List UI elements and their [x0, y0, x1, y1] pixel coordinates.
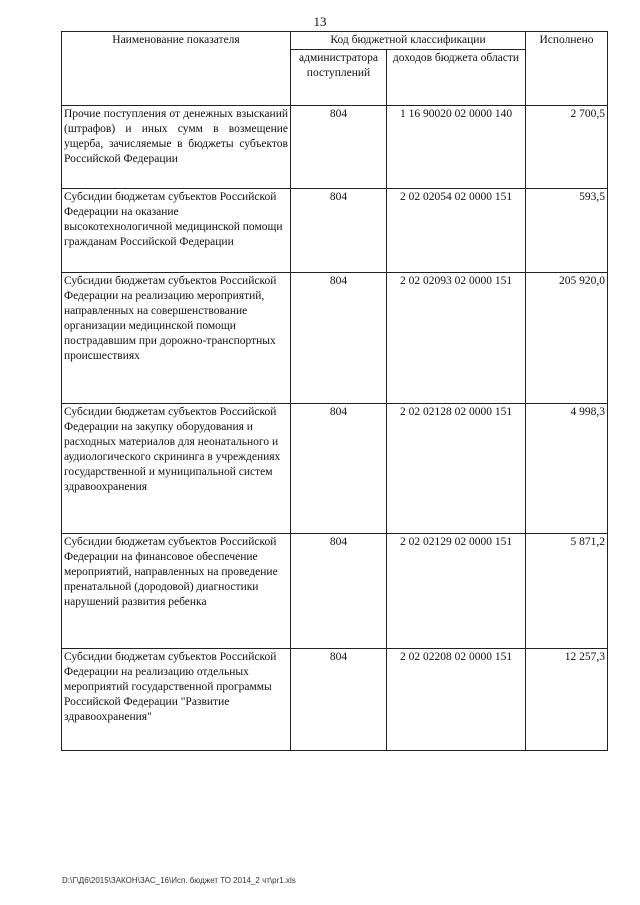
- header-budget-classification-code: Код бюджетной классификации: [291, 32, 526, 50]
- table-row: [62, 404, 608, 534]
- row-income-code: 2 02 02129 02 0000 151: [387, 534, 526, 649]
- row-indicator-name: Прочие поступления от денежных взысканий (штрафов) и иных сумм в возмещение ущерба, зачисляемые в бюджеты субъектов Российской Федерации: [62, 106, 291, 189]
- page-number: 13: [313, 14, 327, 29]
- header-row-top: [62, 32, 608, 50]
- row-indicator-name: Субсидии бюджетам субъектов Российской Федерации на финансовое обеспечение мероприятий, направленных на проведение пренатальной (дородовой) диагностики нарушений развития ребенка: [62, 534, 291, 649]
- table-row: [62, 649, 608, 751]
- row-admin-code: 804: [291, 649, 387, 751]
- header-regional-budget-income: доходов бюджета области: [387, 50, 526, 106]
- footer-file-path: D:\Г\Д6\2015\ЗАКОН\ЗАС_16\Исп. бюджет ТО 2014_2 чт\pr1.xls: [62, 876, 296, 885]
- table-row: [62, 189, 608, 273]
- row-admin-code: 804: [291, 106, 387, 189]
- row-executed-amount: 5 871,2: [526, 534, 608, 649]
- row-executed-amount: 4 998,3: [526, 404, 608, 534]
- row-executed-amount: 12 257,3: [526, 649, 608, 751]
- table-row: [62, 534, 608, 649]
- budget-table: [61, 31, 608, 751]
- row-income-code: 2 02 02128 02 0000 151: [387, 404, 526, 534]
- row-executed-amount: 205 920,0: [526, 273, 608, 404]
- row-income-code: 2 02 02093 02 0000 151: [387, 273, 526, 404]
- header-executed: Исполнено: [526, 32, 608, 106]
- row-indicator-name: Субсидии бюджетам субъектов Российской Федерации на закупку оборудования и расходных материалов для неонатального и аудиологического скрининга в учреждениях государственной и муниципальной систем здравоохранения: [62, 404, 291, 534]
- row-income-code: 2 02 02208 02 0000 151: [387, 649, 526, 751]
- header-indicator-name: Наименование показателя: [62, 32, 291, 106]
- table-row: [62, 273, 608, 404]
- row-indicator-name: Субсидии бюджетам субъектов Российской Федерации на реализацию отдельных мероприятий государственной программы Российской Федерации "Развитие здравоохранения": [62, 649, 291, 751]
- header-revenue-administrator: администратора поступлений: [291, 50, 387, 106]
- row-admin-code: 804: [291, 404, 387, 534]
- row-income-code: 1 16 90020 02 0000 140: [387, 106, 526, 189]
- row-indicator-name: Субсидии бюджетам субъектов Российской Федерации на реализацию мероприятий, направленных на совершенствование организации медицинской помощи пострадавшим при дорожно-транспортных происшествиях: [62, 273, 291, 404]
- row-indicator-name: Субсидии бюджетам субъектов Российской Федерации на оказание высокотехнологичной медицинской помощи гражданам Российской Федерации: [62, 189, 291, 273]
- row-admin-code: 804: [291, 534, 387, 649]
- row-admin-code: 804: [291, 273, 387, 404]
- row-income-code: 2 02 02054 02 0000 151: [387, 189, 526, 273]
- row-executed-amount: 2 700,5: [526, 106, 608, 189]
- row-admin-code: 804: [291, 189, 387, 273]
- table-row: [62, 106, 608, 189]
- row-executed-amount: 593,5: [526, 189, 608, 273]
